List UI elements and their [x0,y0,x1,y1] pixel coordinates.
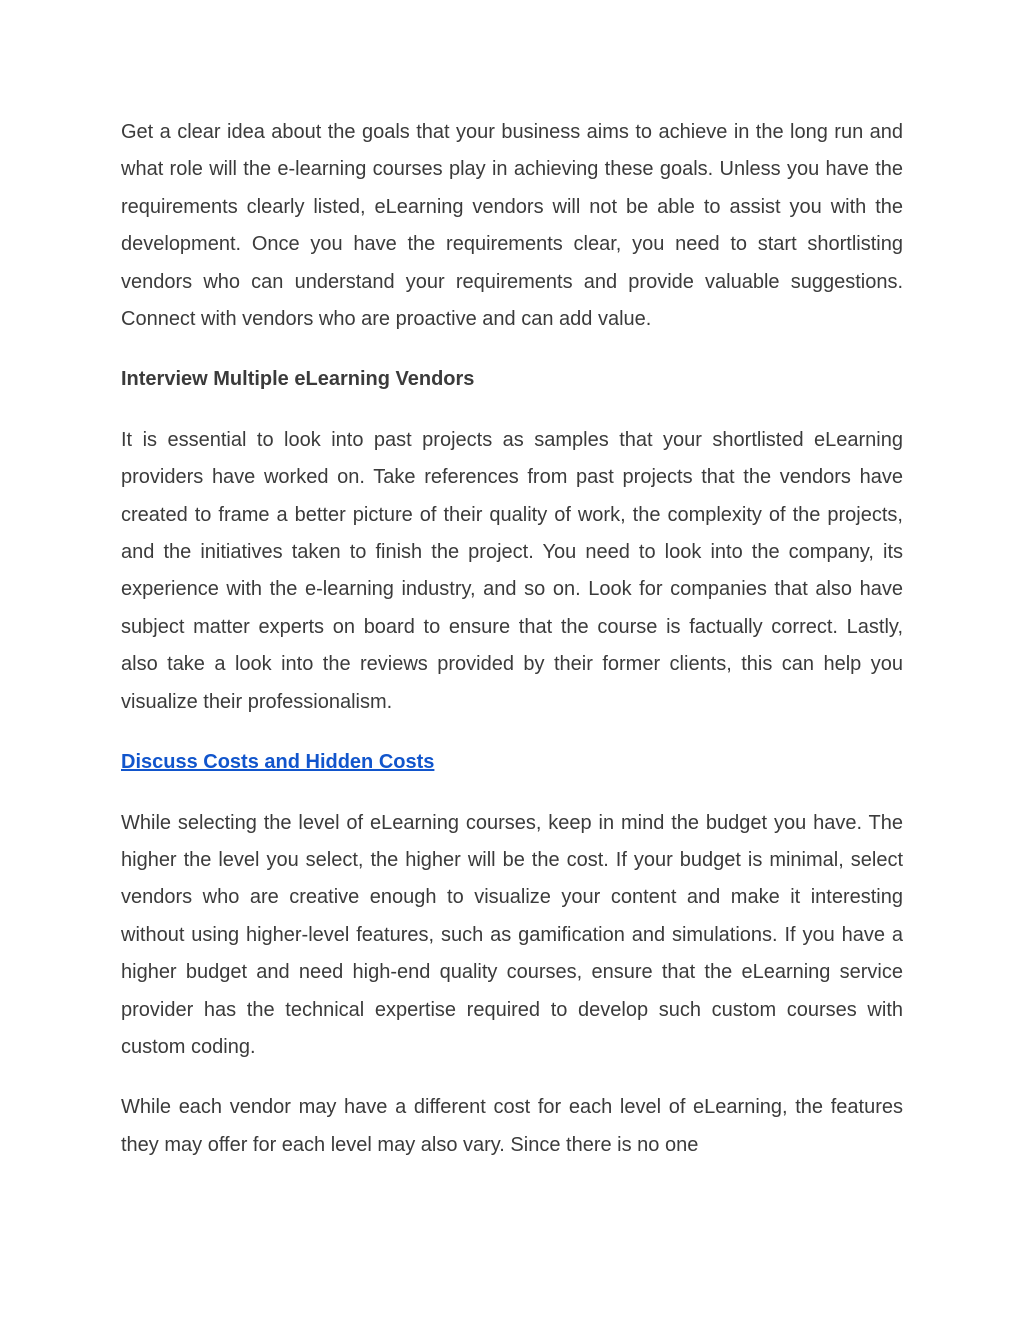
paragraph-past-projects: It is essential to look into past projects as samples that your shortlisted eLearning providers have worked on. Take references from past projects that the vendors have created to frame a better picture of their quality of work, the complexity of the projects, and the initiatives taken to finish the project. You need to look into the company, its experience with the e-learning industry, and so on. Look for companies that also have subject matter experts on board to ensure that the course is factually correct. Lastly, also take a look into the reviews provided by their former clients, this can help you visualize their professionalism. [121,428,903,713]
heading-interview-vendors: Interview Multiple eLearning Vendors [121,368,475,391]
paragraph-budget: While selecting the level of eLearning courses, keep in mind the budget you have. The higher the level you select, the higher will be the cost. If your budget is minimal, select vendors who are creative enough to visualize your content and make it interesting without using higher-level features, such as gamification and simulations. If you have a higher budget and need high-end quality courses, ensure that the eLearning service provider has the technical expertise required to develop such custom courses with custom coding. [121,811,903,1058]
document-page [121,114,903,1187]
paragraph-goals: Get a clear idea about the goals that your business aims to achieve in the long run and what role will the e-learning courses play in achieving these goals. Unless you have the requirements clearly listed, eLearning vendors will not be able to assist you with the development. Once you have the requirements clear, you need to start shortlisting vendors who can understand your requirements and provide valuable suggestions. Connect with vendors who are proactive and can add value. [121,121,903,331]
discuss-costs-link[interactable]: Discuss Costs and Hidden Costs [121,751,435,774]
heading-costs [121,744,903,781]
paragraph-vendor-cost: While each vendor may have a different cost for each level of eLearning, the features they may offer for each level may also vary. Since there is no one [121,1096,903,1156]
